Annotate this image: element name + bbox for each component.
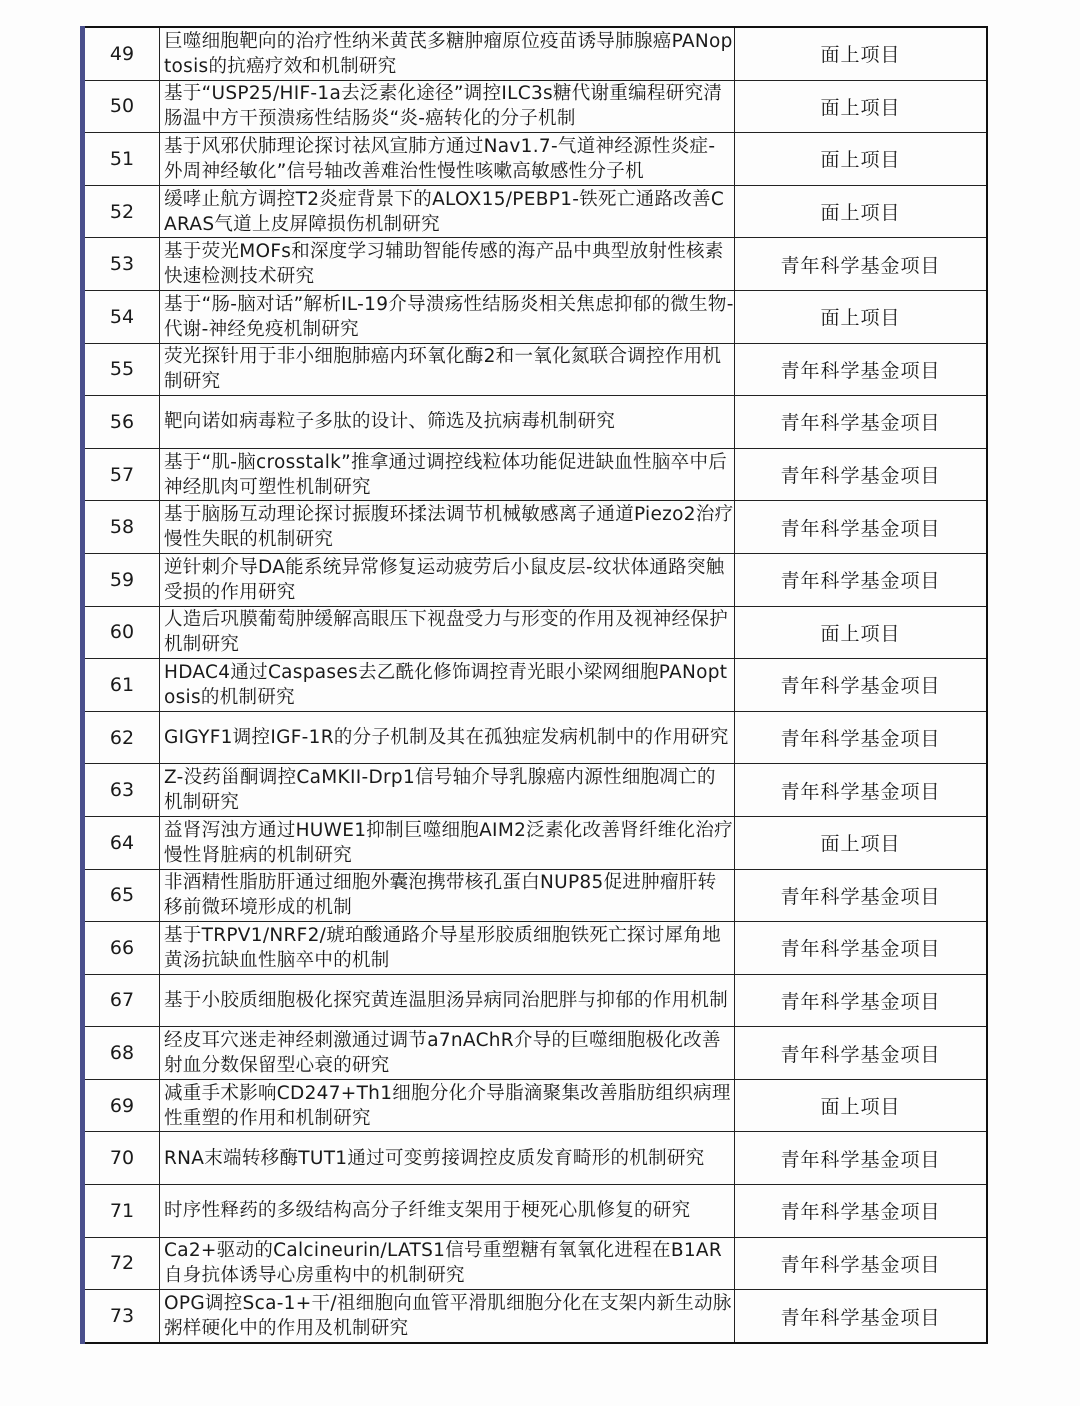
- row-number: 72: [83, 1237, 160, 1290]
- table-body: [83, 27, 988, 1343]
- project-title: 逆针刺介导DA能系统异常修复运动疲劳后小鼠皮层-纹状体通路突触受损的作用研究: [160, 553, 735, 606]
- table-row: [83, 343, 988, 396]
- table-row: [83, 27, 988, 80]
- table-row: [83, 185, 988, 238]
- project-category: 青年科学基金项目: [735, 238, 988, 291]
- row-number: 64: [83, 816, 160, 869]
- project-category: 青年科学基金项目: [735, 659, 988, 712]
- row-number: 49: [83, 27, 160, 80]
- table-row: [83, 133, 988, 186]
- project-title: GIGYF1调控IGF-1R的分子机制及其在孤独症发病机制中的作用研究: [160, 711, 735, 764]
- project-title: 时序性释药的多级结构高分子纤维支架用于梗死心肌修复的研究: [160, 1185, 735, 1238]
- project-category: 青年科学基金项目: [735, 922, 988, 975]
- table-row: [83, 606, 988, 659]
- project-title: Ca2+驱动的Calcineurin/LATS1信号重塑糖有氧氧化进程在B1AR自身抗体诱导心房重构中的机制研究: [160, 1237, 735, 1290]
- table-row: [83, 1079, 988, 1132]
- project-title: 基于脑肠互动理论探讨振腹环揉法调节机械敏感离子通道Piezo2治疗慢性失眠的机制研究: [160, 501, 735, 554]
- table-row: [83, 1237, 988, 1290]
- row-number: 73: [83, 1290, 160, 1343]
- row-number: 70: [83, 1132, 160, 1185]
- table-row: [83, 1185, 988, 1238]
- project-category: 面上项目: [735, 27, 988, 80]
- row-number: 53: [83, 238, 160, 291]
- project-category: 青年科学基金项目: [735, 1237, 988, 1290]
- project-title: 荧光探针用于非小细胞肺癌内环氧化酶2和一氧化氮联合调控作用机制研究: [160, 343, 735, 396]
- table-row: [83, 659, 988, 712]
- table-row: [83, 1027, 988, 1080]
- table-row: [83, 553, 988, 606]
- table-row: [83, 922, 988, 975]
- row-number: 57: [83, 448, 160, 501]
- row-number: 50: [83, 80, 160, 133]
- project-title: 基于荧光MOFs和深度学习辅助智能传感的海产品中典型放射性核素快速检测技术研究: [160, 238, 735, 291]
- project-title: HDAC4通过Caspases去乙酰化修饰调控青光眼小梁网细胞PANoptosis的机制研究: [160, 659, 735, 712]
- project-title: 基于TRPV1/NRF2/琥珀酸通路介导星形胶质细胞铁死亡探讨犀角地黄汤抗缺血性脑卒中的机制: [160, 922, 735, 975]
- project-category: 青年科学基金项目: [735, 553, 988, 606]
- table-row: [83, 974, 988, 1027]
- project-category: 面上项目: [735, 290, 988, 343]
- table-row: [83, 869, 988, 922]
- project-category: 面上项目: [735, 1079, 988, 1132]
- project-category: 青年科学基金项目: [735, 501, 988, 554]
- row-number: 54: [83, 290, 160, 343]
- project-title: 基于风邪伏肺理论探讨祛风宣肺方通过Nav1.7-气道神经源性炎症-外周神经敏化”信号轴改善难治性慢性咳嗽高敏感性分子机: [160, 133, 735, 186]
- project-category: 面上项目: [735, 80, 988, 133]
- row-number: 60: [83, 606, 160, 659]
- project-category: 青年科学基金项目: [735, 711, 988, 764]
- row-number: 59: [83, 553, 160, 606]
- project-category: 青年科学基金项目: [735, 396, 988, 449]
- project-title: 人造后巩膜葡萄肿缓解高眼压下视盘受力与形变的作用及视神经保护机制研究: [160, 606, 735, 659]
- project-title: 基于“USP25/HIF-1a去泛素化途径”调控ILC3s糖代谢重编程研究清肠温中方干预溃疡性结肠炎“炎-癌转化的分子机制: [160, 80, 735, 133]
- table-row: [83, 501, 988, 554]
- project-category: 面上项目: [735, 133, 988, 186]
- table-row: [83, 711, 988, 764]
- project-category: 青年科学基金项目: [735, 1027, 988, 1080]
- grant-project-table: [80, 26, 988, 1344]
- row-number: 67: [83, 974, 160, 1027]
- table-row: [83, 396, 988, 449]
- project-category: 面上项目: [735, 606, 988, 659]
- project-category: 面上项目: [735, 185, 988, 238]
- table-row: [83, 1132, 988, 1185]
- row-number: 56: [83, 396, 160, 449]
- row-number: 63: [83, 764, 160, 817]
- project-category: 青年科学基金项目: [735, 1290, 988, 1343]
- row-number: 71: [83, 1185, 160, 1238]
- table-row: [83, 764, 988, 817]
- project-title: 基于小胶质细胞极化探究黄连温胆汤异病同治肥胖与抑郁的作用机制: [160, 974, 735, 1027]
- project-title: 缓哮止航方调控T2炎症背景下的ALOX15/PEBP1-铁死亡通路改善CARAS气道上皮屏障损伤机制研究: [160, 185, 735, 238]
- project-category: 青年科学基金项目: [735, 448, 988, 501]
- project-title: Z-没药甾酮调控CaMKII-Drp1信号轴介导乳腺癌内源性细胞凋亡的机制研究: [160, 764, 735, 817]
- project-title: 基于“肠-脑对话”解析IL-19介导溃疡性结肠炎相关焦虑抑郁的微生物-代谢-神经免疫机制研究: [160, 290, 735, 343]
- project-category: 青年科学基金项目: [735, 764, 988, 817]
- project-title: 基于“肌-脑crosstalk”推拿通过调控线粒体功能促进缺血性脑卒中后神经肌肉可塑性机制研究: [160, 448, 735, 501]
- table-row: [83, 448, 988, 501]
- project-category: 青年科学基金项目: [735, 869, 988, 922]
- project-category: 青年科学基金项目: [735, 974, 988, 1027]
- row-number: 52: [83, 185, 160, 238]
- row-number: 66: [83, 922, 160, 975]
- table-row: [83, 80, 988, 133]
- project-category: 青年科学基金项目: [735, 1185, 988, 1238]
- project-title: 非酒精性脂肪肝通过细胞外囊泡携带核孔蛋白NUP85促进肿瘤肝转移前微环境形成的机制: [160, 869, 735, 922]
- table-row: [83, 816, 988, 869]
- table-row: [83, 290, 988, 343]
- project-title: 减重手术影响CD247+Th1细胞分化介导脂滴聚集改善脂肪组织病理性重塑的作用和机制研究: [160, 1079, 735, 1132]
- project-title: 巨噬细胞靶向的治疗性纳米黄芪多糖肿瘤原位疫苗诱导肺腺癌PANoptosis的抗癌疗效和机制研究: [160, 27, 735, 80]
- project-title: RNA末端转移酶TUT1通过可变剪接调控皮质发育畸形的机制研究: [160, 1132, 735, 1185]
- project-title: 靶向诺如病毒粒子多肽的设计、筛选及抗病毒机制研究: [160, 396, 735, 449]
- table-row: [83, 238, 988, 291]
- table-row: [83, 1290, 988, 1343]
- project-title: 经皮耳穴迷走神经刺激通过调节a7nAChR介导的巨噬细胞极化改善射血分数保留型心衰的研究: [160, 1027, 735, 1080]
- row-number: 58: [83, 501, 160, 554]
- project-category: 青年科学基金项目: [735, 343, 988, 396]
- row-number: 51: [83, 133, 160, 186]
- row-number: 55: [83, 343, 160, 396]
- row-number: 61: [83, 659, 160, 712]
- project-title: 益肾泻浊方通过HUWE1抑制巨噬细胞AIM2泛素化改善肾纤维化治疗慢性肾脏病的机制研究: [160, 816, 735, 869]
- row-number: 69: [83, 1079, 160, 1132]
- project-category: 青年科学基金项目: [735, 1132, 988, 1185]
- row-number: 68: [83, 1027, 160, 1080]
- project-title: OPG调控Sca-1+干/祖细胞向血管平滑肌细胞分化在支架内新生动脉粥样硬化中的作用及机制研究: [160, 1290, 735, 1343]
- row-number: 65: [83, 869, 160, 922]
- row-number: 62: [83, 711, 160, 764]
- project-category: 面上项目: [735, 816, 988, 869]
